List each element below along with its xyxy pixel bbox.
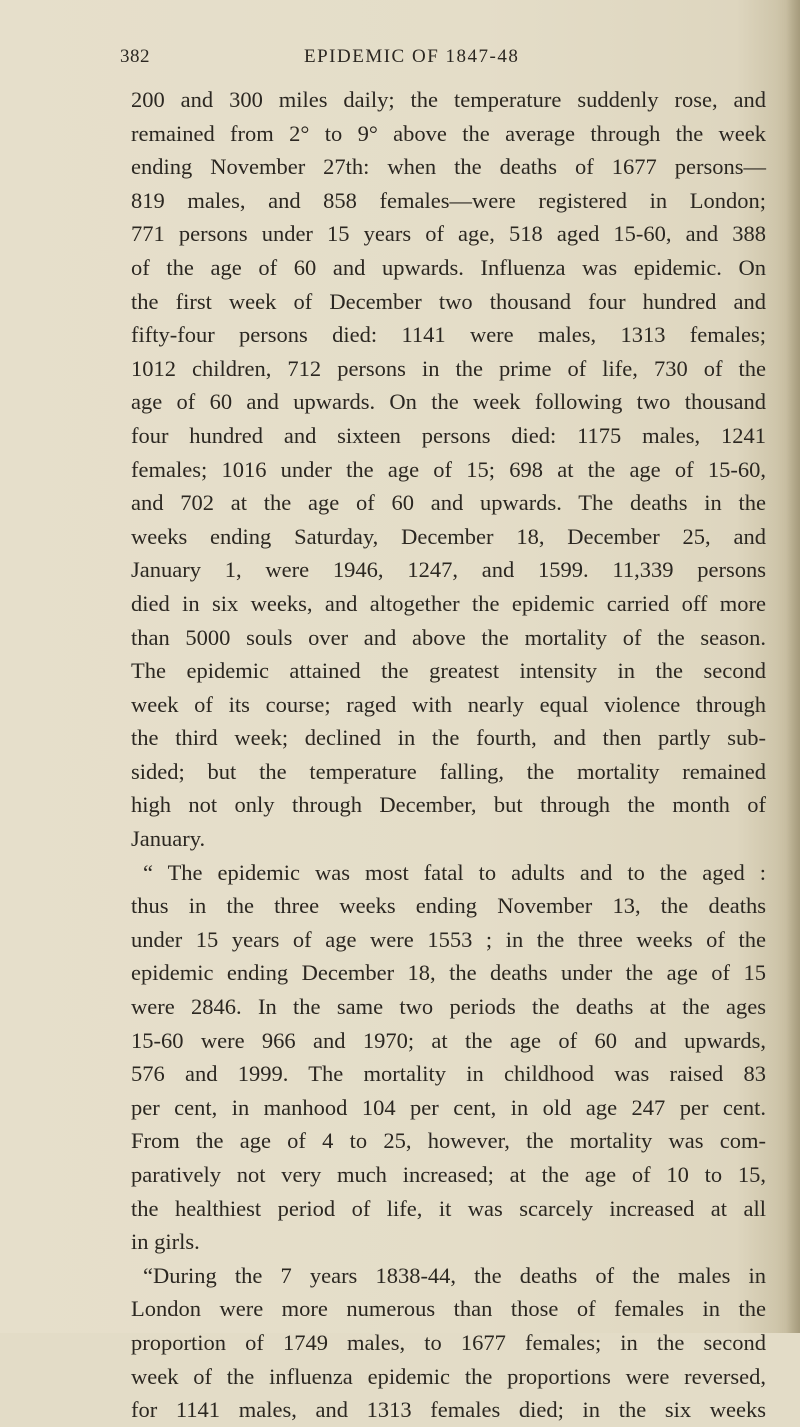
text-line: sided; but the temperature falling, the mortality remained (131, 758, 766, 784)
text-line: 576 and 1999. The mortality in childhood was raised 83 (131, 1061, 766, 1087)
text-line: The epidemic attained the greatest intensity in the second (131, 658, 766, 684)
text-line: than 5000 souls over and above the mortality of the season. (131, 624, 766, 650)
text-line: “ The epidemic was most fatal to adults and to the aged : (143, 859, 766, 885)
page-edge-shadow (786, 0, 800, 1333)
text-line: thus in the three weeks ending November 13, the deaths (131, 893, 766, 919)
text-line: 771 persons under 15 years of age, 518 aged 15-60, and 388 (131, 221, 766, 247)
text-line: in girls. (131, 1229, 200, 1255)
text-line: per cent, in manhood 104 per cent, in old age 247 per cent. (131, 1094, 766, 1120)
running-title: EPIDEMIC OF 1847-48 (304, 46, 520, 67)
text-line: the healthiest period of life, it was scarcely increased at all (131, 1195, 766, 1221)
text-line: under 15 years of age were 1553 ; in the three weeks of the (131, 926, 766, 952)
text-line: 15-60 were 966 and 1970; at the age of 60 and upwards, (131, 1027, 766, 1053)
text-line: From the age of 4 to 25, however, the mortality was com- (131, 1128, 766, 1154)
text-line: age of 60 and upwards. On the week following two thousand (131, 389, 766, 415)
text-line: for 1141 males, and 1313 females died; in the six weeks (131, 1397, 766, 1423)
text-line: were 2846. In the same two periods the deaths at the ages (131, 994, 766, 1020)
text-line: the first week of December two thousand four hundred and (131, 288, 766, 314)
text-line: 1012 children, 712 persons in the prime of life, 730 of the (131, 355, 766, 381)
text-line: epidemic ending December 18, the deaths under the age of 15 (131, 960, 766, 986)
text-line: died in six weeks, and altogether the epidemic carried off more (131, 590, 766, 616)
text-line: London were more numerous than those of females in the (131, 1296, 766, 1322)
text-line: January 1, were 1946, 1247, and 1599. 11,339 persons (131, 557, 766, 583)
text-line: January. (131, 826, 206, 852)
text-line: proportion of 1749 males, to 1677 females; in the second (131, 1329, 766, 1355)
text-line: high not only through December, but through the month of (131, 792, 766, 818)
text-line: females; 1016 under the age of 15; 698 at the age of 15-60, (131, 456, 766, 482)
running-header (0, 44, 800, 74)
text-line: the third week; declined in the fourth, and then partly sub- (131, 725, 766, 751)
text-line: of the age of 60 and upwards. Influenza was epidemic. On (131, 254, 766, 280)
text-line: four hundred and sixteen persons died: 1175 males, 1241 (131, 422, 766, 448)
text-line: week of the influenza epidemic the proportions were reversed, (131, 1363, 766, 1389)
text-line: remained from 2° to 9° above the average through the week (131, 120, 766, 146)
body-text (131, 83, 766, 1427)
text-line: “During the 7 years 1838-44, the deaths of the males in (143, 1262, 766, 1288)
text-line: 200 and 300 miles daily; the temperature suddenly rose, and (131, 87, 766, 112)
text-line: ending November 27th: when the deaths of 1677 persons— (131, 154, 766, 180)
text-line: 819 males, and 858 females—were registered in London; (131, 187, 766, 213)
text-line: and 702 at the age of 60 and upwards. The deaths in the (131, 490, 766, 516)
text-line: weeks ending Saturday, December 18, December 25, and (131, 523, 766, 549)
text-line: paratively not very much increased; at the age of 10 to 15, (131, 1162, 766, 1187)
page-number: 382 (120, 46, 150, 67)
text-line: fifty-four persons died: 1141 were males, 1313 females; (131, 322, 766, 348)
text-line: week of its course; raged with nearly equal violence through (131, 691, 766, 717)
